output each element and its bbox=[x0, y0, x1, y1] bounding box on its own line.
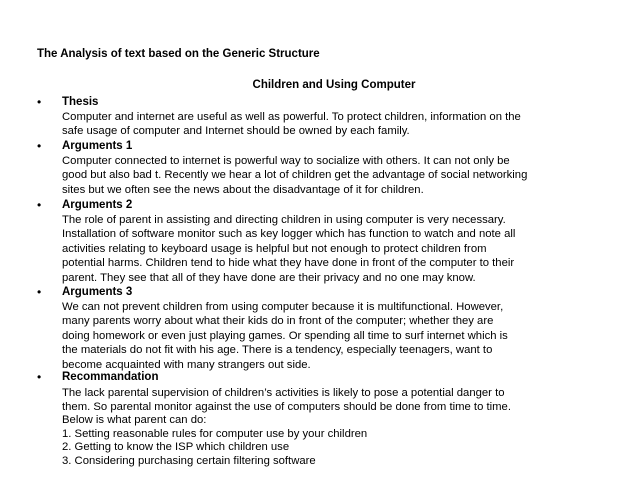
body-line: become acquainted with many strangers out side. bbox=[62, 359, 311, 371]
bullet-marker: • bbox=[37, 95, 42, 109]
section-heading: Thesis bbox=[62, 96, 99, 108]
body-line: sites but we often see the news about the disadvantage of it for children. bbox=[62, 183, 424, 196]
bullet-marker: • bbox=[37, 285, 42, 299]
body-line: many parents worry about what their kids do in front of the computer; whether they are bbox=[62, 315, 494, 328]
body-line: The lack parental supervision of children’s activities is likely to pose a potential danger to bbox=[62, 386, 505, 399]
body-line: good but also bad t. Recently we hear a lot of children get the advantage of social networking bbox=[62, 169, 528, 182]
section-heading: Arguments 3 bbox=[62, 286, 133, 298]
body-line: doing homework or even just playing games. Or spending all time to surf internet which is bbox=[62, 329, 508, 342]
document-title: The Analysis of text based on the Generic Structure bbox=[37, 48, 320, 60]
section-heading: Arguments 1 bbox=[62, 140, 133, 152]
document-subtitle: Children and Using Computer bbox=[252, 79, 416, 91]
bullet-marker: • bbox=[37, 198, 42, 212]
body-line: Computer connected to internet is powerful way to socialize with others. It can not only be bbox=[62, 154, 510, 167]
bullet-marker: • bbox=[37, 139, 42, 153]
body-line: 2. Getting to know the ISP which children use bbox=[62, 441, 290, 453]
body-line: Below is what parent can do: bbox=[62, 414, 207, 426]
section-heading: Arguments 2 bbox=[62, 199, 133, 211]
body-line: potential harms. Children tend to hide what they have done in front of the computer to their bbox=[62, 257, 515, 270]
body-line: We can not prevent children from using computer because it is multifunctional. However, bbox=[62, 300, 504, 313]
body-line: them. So parental monitor against the use of computers should be done from time to time. bbox=[62, 400, 511, 413]
body-line: 1. Setting reasonable rules for computer use by your children bbox=[62, 427, 368, 440]
body-line: the materials do not fit with his age. There is a tendency, especially teenagers, want to bbox=[62, 344, 493, 357]
body-line: 3. Considering purchasing certain filtering software bbox=[62, 454, 316, 467]
section-heading: Recommandation bbox=[62, 371, 159, 383]
body-line: safe usage of computer and Internet should be owned by each family. bbox=[62, 125, 410, 138]
body-line: parent. They see that all of they have done are their privacy and no one may know. bbox=[62, 272, 476, 284]
body-line: activities relating to keyboard usage is helpful but not enough to protect children from bbox=[62, 242, 487, 255]
body-line: Installation of software monitor such as key logger which has function to watch and note all bbox=[62, 228, 516, 241]
bullet-marker: • bbox=[37, 370, 42, 384]
body-line: The role of parent in assisting and directing children in using computer is very necessary. bbox=[62, 213, 506, 226]
body-line: Computer and internet are useful as well as powerful. To protect children, information on the bbox=[62, 110, 521, 123]
